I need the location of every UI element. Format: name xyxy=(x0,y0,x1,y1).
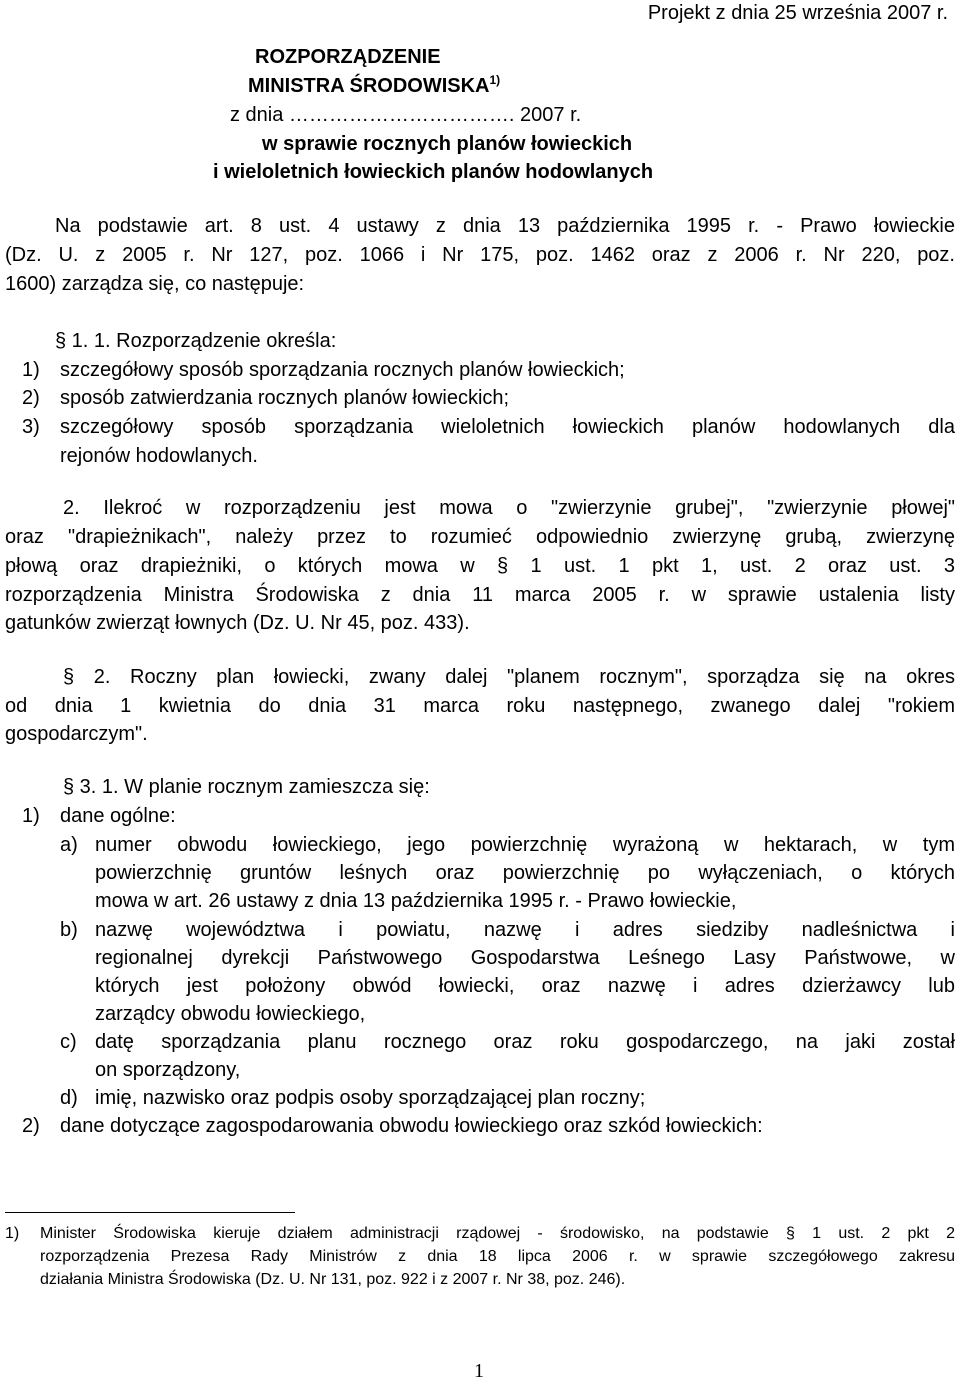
title-subject-1: w sprawie rocznych planów łowieckich xyxy=(262,133,633,155)
subitem-line-last: on sporządzony, xyxy=(95,1059,241,1081)
footnote-separator xyxy=(5,1212,295,1213)
title-line1: ROZPORZĄDZENIE xyxy=(255,46,441,68)
subitem-letter: d) xyxy=(60,1087,78,1109)
preamble-line-2: (Dz. U. z 2005 r. Nr 127, poz. 1066 i Nr 175, poz. 1462 oraz z 2006 r. Nr 220, poz. xyxy=(5,244,955,266)
par1-item-number: 2) xyxy=(22,387,40,409)
par1-item-number: 1) xyxy=(22,359,40,381)
title-date: z dnia ……………………………. 2007 r. xyxy=(230,104,582,126)
par1-item-text: szczegółowy sposób sporządzania wieloletnich łowieckich planów hodowlanych dla xyxy=(60,416,955,438)
par2-line: § 2. Roczny plan łowiecki, zwany dalej "planem rocznym", sporządza się na okres xyxy=(63,666,955,688)
par2-line-last: gospodarczym". xyxy=(5,723,148,745)
par1-item-text: sposób zatwierdzania rocznych planów łowieckich; xyxy=(60,387,510,409)
subitem-line-last: mowa w art. 26 ustawy z dnia 13 października 1995 r. - Prawo łowieckie, xyxy=(95,890,737,912)
par1-item-text: szczegółowy sposób sporządzania rocznych planów łowieckich; xyxy=(60,359,625,381)
subitem-letter: b) xyxy=(60,919,78,941)
par1-item-number: 3) xyxy=(22,416,40,438)
footnote-line-last: działania Ministra Środowiska (Dz. U. Nr 131, poz. 922 i z 2007 r. Nr 38, poz. 246). xyxy=(40,1271,626,1288)
par3-intro: § 3. 1. W planie rocznym zamieszcza się: xyxy=(63,776,430,798)
page-number: 1 xyxy=(474,1360,484,1382)
title-ministry: MINISTRA ŚRODOWISKA xyxy=(248,75,490,97)
subitem-line-last: zarządcy obwodu łowieckiego, xyxy=(95,1003,366,1025)
par3-item-number: 1) xyxy=(22,805,40,827)
preamble-line-3: 1600) zarządza się, co następuje: xyxy=(5,273,305,295)
subitem-line: których jest położony obwód łowiecki, oraz nazwę i adres dzierżawcy lub xyxy=(95,975,955,997)
subitem-letter: a) xyxy=(60,834,78,856)
par1-p2-line: płową oraz drapieżniki, o których mowa w § 1 ust. 1 pkt 1, ust. 2 oraz ust. 3 xyxy=(5,555,955,577)
footnote-line: rozporządzenia Prezesa Rady Ministrów z dnia 18 lipca 2006 r. w sprawie szczegółowego zakresu xyxy=(40,1248,955,1265)
subitem-line: imię, nazwisko oraz podpis osoby sporządzającej plan roczny; xyxy=(95,1087,646,1109)
subitem-letter: c) xyxy=(60,1031,77,1053)
par1-p2-line-last: gatunków zwierząt łownych (Dz. U. Nr 45, poz. 433). xyxy=(5,612,470,634)
draft-note: Projekt z dnia 25 września 2007 r. xyxy=(647,2,948,24)
footnote-number: 1) xyxy=(5,1225,20,1242)
preamble-line-1: Na podstawie art. 8 ust. 4 ustawy z dnia 13 października 1995 r. - Prawo łowieckie xyxy=(55,215,955,237)
par1-p2-line: oraz "drapieżnikach", należy przez to rozumieć odpowiednio zwierzynę grubą, zwierzynę xyxy=(5,526,955,548)
par1-p2-line: 2. Ilekroć w rozporządzeniu jest mowa o "zwierzynie grubej", "zwierzynie płowej" xyxy=(63,497,955,519)
par2-line: od dnia 1 kwietnia do dnia 31 marca roku następnego, zwanego dalej "rokiem xyxy=(5,695,955,717)
par3-item-text: dane dotyczące zagospodarowania obwodu łowieckiego oraz szkód łowieckich: xyxy=(60,1115,763,1137)
title-line2 xyxy=(248,75,500,98)
par1-item-text-cont: rejonów hodowlanych. xyxy=(60,445,258,467)
par3-item-text: dane ogólne: xyxy=(60,805,176,827)
subitem-line: regionalnej dyrekcji Państwowego Gospodarstwa Leśnego Lasy Państwowe, w xyxy=(95,947,955,969)
subitem-line: powierzchnię gruntów leśnych oraz powierzchnię po wyłączeniach, o których xyxy=(95,862,955,884)
par1-intro: § 1. 1. Rozporządzenie określa: xyxy=(55,330,337,352)
par3-item-number: 2) xyxy=(22,1115,40,1137)
par1-p2-line: rozporządzenia Ministra Środowiska z dnia 11 marca 2005 r. w sprawie ustalenia listy xyxy=(5,584,955,606)
subitem-line: nazwę województwa i powiatu, nazwę i adres siedziby nadleśnictwa i xyxy=(95,919,955,941)
footnote-line: Minister Środowiska kieruje działem administracji rządowej - środowisko, na podstawie § 1 ust. 2 pkt 2 xyxy=(40,1225,955,1242)
subitem-line: datę sporządzania planu rocznego oraz roku gospodarczego, na jaki został xyxy=(95,1031,955,1053)
title-subject-2: i wieloletnich łowieckich planów hodowlanych xyxy=(213,161,654,183)
footnote-ref[interactable]: 1) xyxy=(489,73,501,87)
subitem-line: numer obwodu łowieckiego, jego powierzchnię wyrażoną w hektarach, w tym xyxy=(95,834,955,856)
